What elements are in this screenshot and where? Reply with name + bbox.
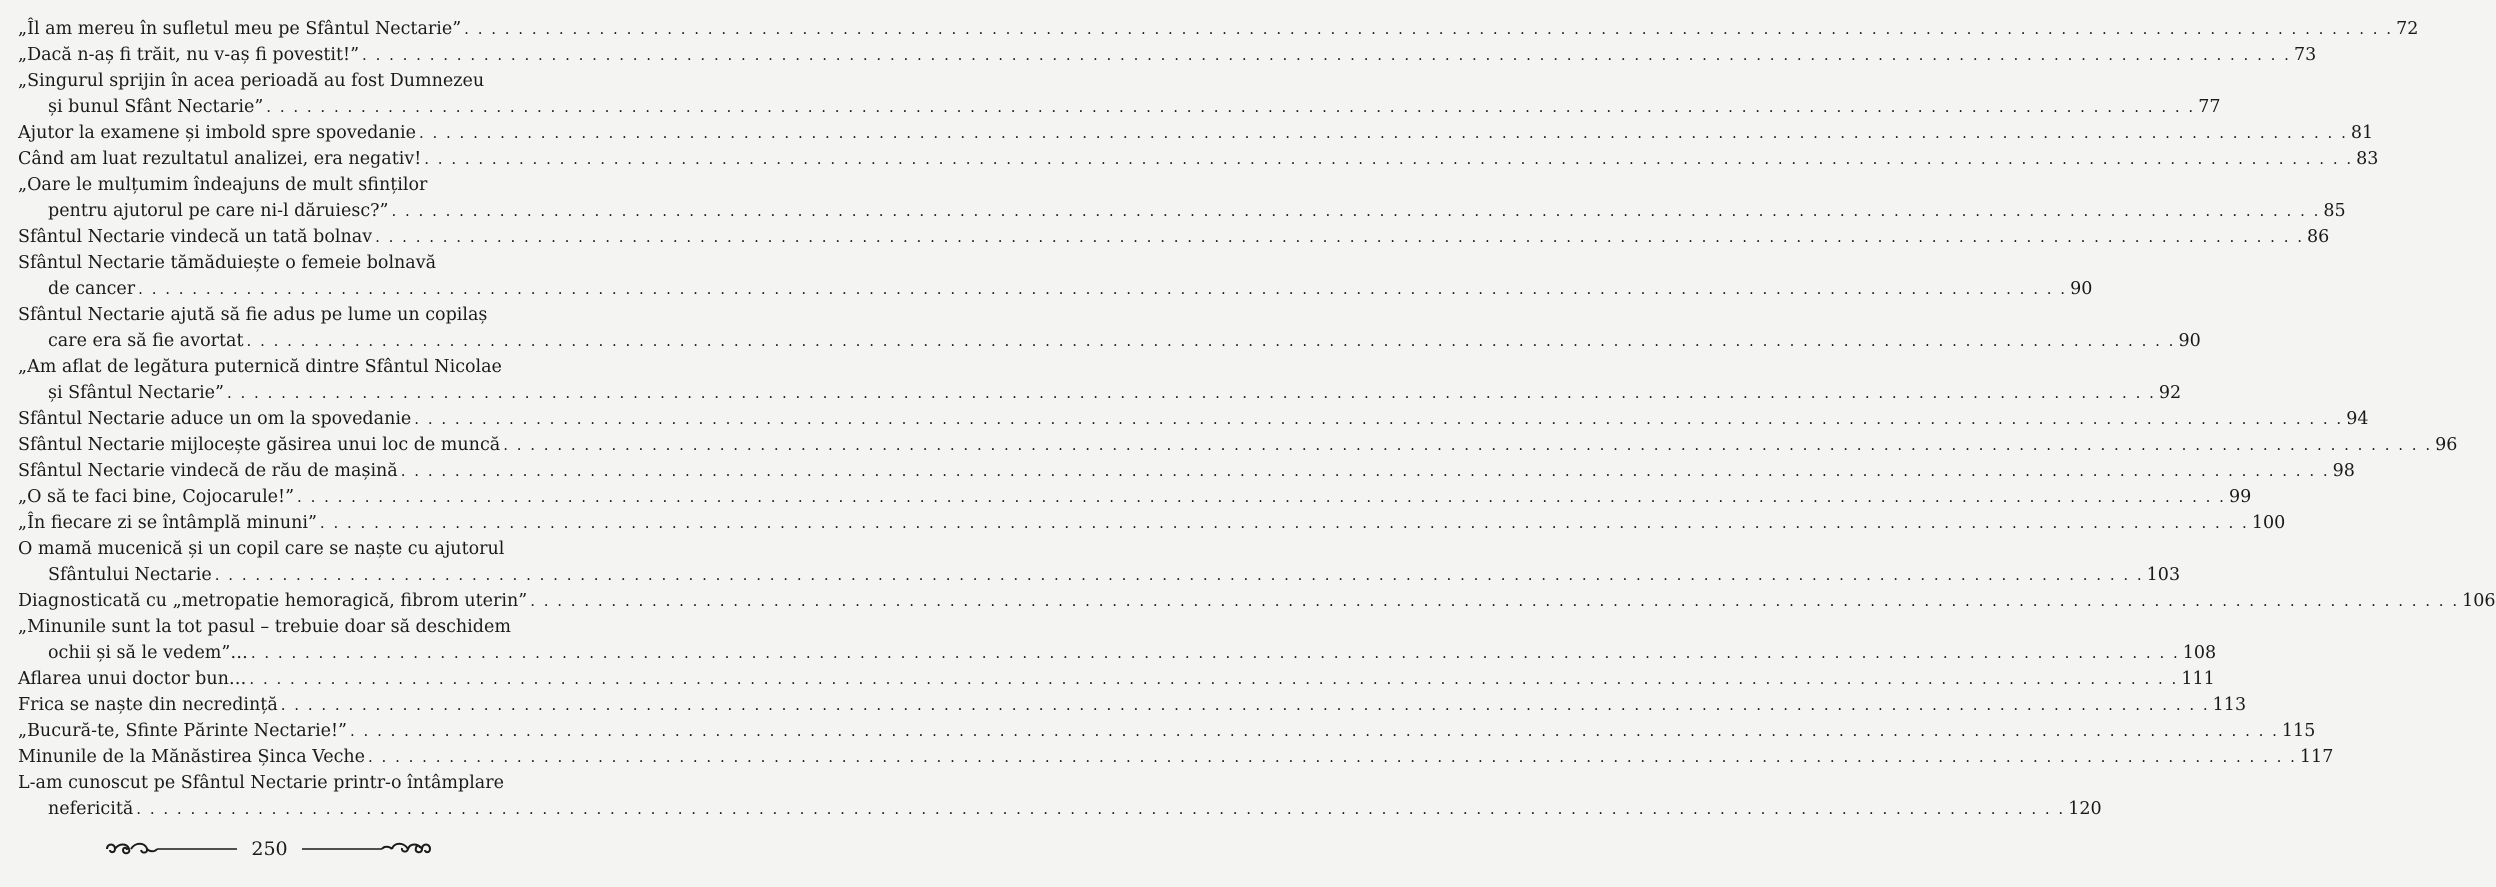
toc-entry-title: ochii și să le vedem”… (48, 643, 248, 663)
toc-entry-title: Frica se naște din necredință (18, 695, 278, 715)
toc-entry (18, 432, 2458, 458)
dot-leader (503, 432, 2432, 458)
toc-entry (18, 42, 2317, 68)
dot-leader (362, 42, 2291, 68)
toc-entry-title: O mamă mucenică și un copil care se naște cu ajutorul (18, 539, 505, 559)
toc-entry (18, 68, 2221, 120)
toc-page-number: 108 (2182, 643, 2217, 663)
toc-entry-line (18, 484, 2252, 510)
toc-entry-title: Minunile de la Mănăstirea Șinca Veche (18, 747, 366, 767)
toc-page-number: 106 (2462, 591, 2496, 611)
toc-entry (18, 510, 2286, 536)
dot-leader (136, 796, 2065, 822)
toc-entry-title: „Îl am mereu în sufletul meu pe Sfântul Nectarie” (18, 19, 462, 39)
toc-page-number: 103 (2146, 565, 2181, 585)
toc-page-number: 99 (2228, 487, 2252, 507)
toc-entry-line (18, 224, 2330, 250)
toc-entry-line (18, 68, 518, 94)
toc-entry-title: „O să te faci bine, Cojocarule!” (18, 487, 295, 507)
toc-entry-line (18, 458, 2355, 484)
toc-entry-continuation (18, 198, 2346, 224)
toc-entry-continuation (18, 276, 2093, 302)
toc-entry-title: care era să fie avortat (48, 331, 244, 351)
toc-entry-line (18, 16, 2419, 42)
toc-entry-line (18, 536, 518, 562)
toc-page-number: 92 (2158, 383, 2182, 403)
dot-leader (215, 562, 2144, 588)
toc-entry-title: Sfântul Nectarie vindecă un tată bolnav (18, 227, 373, 247)
toc-entry-line (18, 510, 2286, 536)
toc-entry-title: nefericită (48, 799, 134, 819)
toc-entry (18, 458, 2355, 484)
toc-entry (18, 224, 2330, 250)
dot-leader (401, 458, 2330, 484)
toc-entry-line (18, 432, 2458, 458)
dot-leader (320, 510, 2249, 536)
toc-entry-title: L-am cunoscut pe Sfântul Nectarie printr-o întâmplare (18, 773, 504, 793)
toc-entry-title: Sfântul Nectarie aduce un om la spovedanie (18, 409, 412, 429)
toc-entry-line (18, 588, 2496, 614)
toc-page-number: 73 (2293, 45, 2317, 65)
toc-entry-line (18, 666, 2215, 692)
page-number: 250 (251, 838, 288, 860)
toc-entry-line (18, 718, 2316, 744)
toc-entry (18, 484, 2252, 510)
toc-entry-title: de cancer (48, 279, 136, 299)
toc-entry-line (18, 42, 2317, 68)
toc-page-number: 98 (2332, 461, 2355, 481)
toc-page-number: 120 (2068, 799, 2102, 819)
left-ornament-icon (101, 838, 241, 860)
dot-leader (297, 484, 2226, 510)
toc-entry-title: Sfântul Nectarie vindecă de rău de mașină (18, 461, 398, 481)
toc-entry-line (18, 406, 2369, 432)
toc-entry-title: Sfântul Nectarie mijlocește găsirea unui loc de muncă (18, 435, 501, 455)
toc-entry-title: „Bucură-te, Sfinte Părinte Nectarie!” (18, 721, 348, 741)
toc-entry-title: Sfântul Nectarie tămăduiește o femeie bolnavă (18, 253, 437, 273)
toc-page-number: 90 (2070, 279, 2093, 299)
dot-leader (368, 744, 2297, 770)
toc-entry (18, 146, 2379, 172)
dot-leader (424, 146, 2353, 172)
toc-entry-title: pentru ajutorul pe care ni-l dăruiesc?” (48, 201, 389, 221)
dot-leader (227, 380, 2156, 406)
dot-leader (281, 692, 2210, 718)
toc-entry-line (18, 120, 2374, 146)
toc-entry-continuation (18, 94, 2221, 120)
toc-entry (18, 770, 2102, 822)
dot-leader (375, 224, 2304, 250)
toc-entry-title: Sfântului Nectarie (48, 565, 212, 585)
toc-page-number: 77 (2198, 97, 2221, 117)
toc-entry-title: „Singurul sprijin în acea perioadă au fost Dumnezeu (18, 71, 485, 91)
toc-entry (18, 614, 2217, 666)
toc-entry (18, 406, 2369, 432)
toc-page-number: 113 (2212, 695, 2247, 715)
toc-page-number: 81 (2350, 123, 2374, 143)
toc-entry-title: Ajutor la examene și imbold spre spovedanie (18, 123, 416, 143)
toc-entry-title: „Am aflat de legătura puternică dintre Sfântul Nicolae (18, 357, 502, 377)
toc-page-number: 86 (2307, 227, 2330, 247)
toc-entry-title: „Minunile sunt la tot pasul – trebuie doar să deschidem (18, 617, 511, 637)
toc-entry (18, 16, 2419, 42)
toc-entry (18, 536, 2181, 588)
toc-page-number: 115 (2281, 721, 2316, 741)
dot-leader (414, 406, 2343, 432)
dot-leader (138, 276, 2067, 302)
toc-entry (18, 302, 2201, 354)
toc-page-number: 85 (2323, 201, 2346, 221)
toc-entry-title: „Oare le mulțumim îndeajuns de mult sfinților (18, 175, 428, 195)
dot-leader (251, 640, 2180, 666)
toc-page-number: 94 (2346, 409, 2369, 429)
dot-leader (530, 588, 2459, 614)
toc-entry-line (18, 770, 518, 796)
right-ornament-icon (298, 838, 438, 860)
toc-entry-continuation (18, 640, 2217, 666)
toc-entry-line (18, 172, 518, 198)
toc-entry-line (18, 250, 518, 276)
toc-entry (18, 172, 2346, 224)
toc-entry-continuation (18, 328, 2201, 354)
toc-entry (18, 666, 2215, 692)
toc-entry-title: Diagnosticată cu „metropatie hemoragică, fibrom uterin” (18, 591, 528, 611)
toc-page-number: 111 (2181, 669, 2215, 689)
toc-entry-line (18, 692, 2247, 718)
dot-leader (391, 198, 2320, 224)
toc-entry-title: Când am luat rezultatul analizei, era negativ! (18, 149, 422, 169)
dot-leader (247, 328, 2176, 354)
toc-entry-continuation (18, 796, 2102, 822)
toc-entry-title: Sfântul Nectarie ajută să fie adus pe lume un copilaș (18, 305, 488, 325)
toc-page-number: 96 (2435, 435, 2458, 455)
dot-leader (464, 16, 2393, 42)
toc-entry-title: și Sfântul Nectarie” (48, 383, 224, 403)
dot-leader (249, 666, 2178, 692)
toc-entry-line (18, 146, 2379, 172)
toc-entry-line (18, 744, 2334, 770)
toc-entry-continuation (18, 562, 2181, 588)
toc-page-number: 72 (2396, 19, 2419, 39)
toc-entry-title: „În fiecare zi se întâmplă minuni” (18, 513, 317, 533)
toc-page-number: 90 (2178, 331, 2201, 351)
table-of-contents (18, 16, 2496, 822)
toc-entry (18, 718, 2316, 744)
toc-entry (18, 744, 2334, 770)
dot-leader (419, 120, 2348, 146)
toc-entry-continuation (18, 380, 2182, 406)
toc-entry (18, 120, 2374, 146)
toc-entry-line (18, 302, 518, 328)
page-footer (0, 838, 539, 860)
toc-page-number: 100 (2251, 513, 2286, 533)
toc-entry (18, 354, 2182, 406)
toc-entry (18, 250, 2093, 302)
toc-entry-line (18, 354, 518, 380)
dot-leader (266, 94, 2195, 120)
toc-entry (18, 692, 2247, 718)
toc-page-number: 83 (2356, 149, 2379, 169)
toc-entry-title: „Dacă n-aș fi trăit, nu v-aș fi povestit!” (18, 45, 360, 65)
toc-entry-line (18, 614, 518, 640)
toc-entry-title: și bunul Sfânt Nectarie” (48, 97, 264, 117)
toc-page-number: 117 (2299, 747, 2334, 767)
dot-leader (350, 718, 2279, 744)
toc-entry-title: Aflarea unui doctor bun… (18, 669, 247, 689)
toc-entry (18, 588, 2496, 614)
